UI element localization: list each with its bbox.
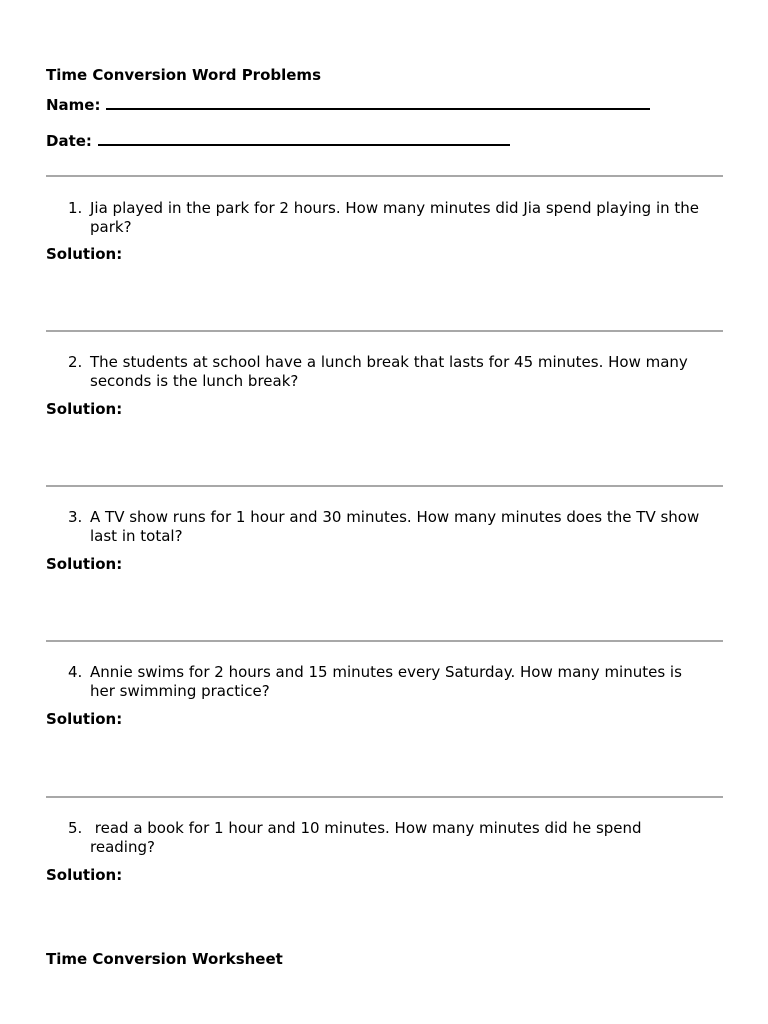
question-2: [68, 353, 708, 391]
question-text: read a book for 1 hour and 10 minutes. How many minutes did he spend reading?: [90, 819, 647, 856]
date-field-row: [46, 130, 510, 150]
divider-rule: [46, 640, 723, 642]
question-text: A TV show runs for 1 hour and 30 minutes. How many minutes does the TV show last in total?: [90, 508, 700, 545]
solution-label-2: Solution:: [46, 400, 123, 418]
question-number: 4.: [68, 663, 83, 681]
footer-title: Time Conversion Worksheet: [46, 950, 283, 968]
worksheet-title: Time Conversion Word Problems: [46, 66, 321, 84]
question-1: [68, 199, 708, 237]
question-4: [68, 663, 708, 701]
divider-rule: [46, 485, 723, 487]
divider-rule: [46, 330, 723, 332]
name-field-row: [46, 94, 650, 114]
question-5: [68, 819, 708, 857]
question-text: Jia played in the park for 2 hours. How many minutes did Jia spend playing in the park?: [90, 199, 700, 236]
divider-rule: [46, 175, 723, 177]
question-3: [68, 508, 708, 546]
date-blank-line[interactable]: [98, 130, 510, 146]
question-text: The students at school have a lunch break that lasts for 45 minutes. How many seconds is the lunch break?: [90, 353, 688, 390]
date-label: Date:: [46, 132, 92, 150]
question-number: 3.: [68, 508, 83, 526]
name-label: Name:: [46, 96, 101, 114]
solution-label-5: Solution:: [46, 866, 123, 884]
solution-label-1: Solution:: [46, 245, 123, 263]
divider-rule: [46, 796, 723, 798]
question-number: 2.: [68, 353, 83, 371]
solution-label-3: Solution:: [46, 555, 123, 573]
question-number: 5.: [68, 819, 83, 837]
solution-label-4: Solution:: [46, 710, 123, 728]
question-text: Annie swims for 2 hours and 15 minutes every Saturday. How many minutes is her swimming practice?: [90, 663, 682, 700]
name-blank-line[interactable]: [106, 94, 650, 110]
question-number: 1.: [68, 199, 83, 217]
